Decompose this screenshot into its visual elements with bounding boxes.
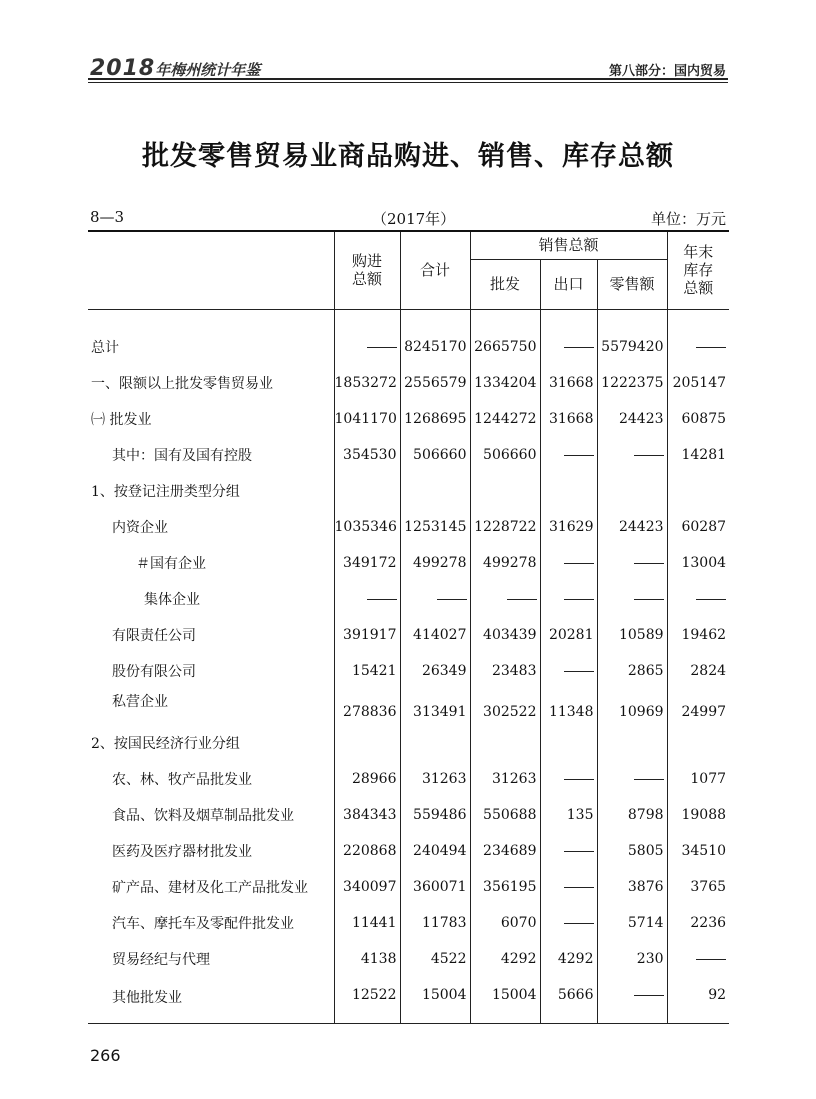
header-stock-label: 年末 库存 总额 — [683, 243, 714, 298]
cell-wholesale — [470, 581, 540, 617]
cell-export: 31668 — [540, 365, 597, 401]
cell-purchase: 1853272 — [334, 365, 400, 401]
row-label: 有限责任公司 — [112, 628, 196, 644]
cell-retail — [597, 725, 667, 761]
header-stock — [667, 231, 729, 309]
dash-mark — [696, 347, 726, 348]
cell-wholesale: 356195 — [470, 869, 540, 905]
row-label: ＃国有企业 — [136, 556, 206, 572]
row-label: 其他批发业 — [88, 977, 334, 1023]
table-row — [88, 653, 729, 689]
cell-sales-total: 31263 — [400, 761, 470, 797]
cell-export — [540, 761, 597, 797]
row-label: 集体企业 — [144, 592, 200, 608]
cell-sales-total: 1253145 — [400, 509, 470, 545]
page-title: 批发零售贸易业商品购进、销售、库存总额 — [142, 141, 674, 172]
cell-purchase — [334, 581, 400, 617]
cell-wholesale: 2665750 — [470, 329, 540, 365]
cell-purchase: 340097 — [334, 869, 400, 905]
cell-purchase: 15421 — [334, 653, 400, 689]
cell-stock: 2236 — [667, 905, 729, 941]
dash-mark — [696, 959, 726, 960]
header-year: 2018 — [90, 56, 156, 81]
row-label: 其中：国有及国有控股 — [112, 448, 252, 464]
cell-purchase: 391917 — [334, 617, 400, 653]
cell-purchase: 1041170 — [334, 401, 400, 437]
cell-export: 31668 — [540, 401, 597, 437]
cell-stock: 1077 — [667, 761, 729, 797]
cell-stock: 92 — [667, 977, 729, 1023]
cell-export — [540, 725, 597, 761]
cell-sales-total: 499278 — [400, 545, 470, 581]
cell-wholesale — [470, 725, 540, 761]
cell-wholesale: 1244272 — [470, 401, 540, 437]
row-label: 农、林、牧产品批发业 — [112, 772, 252, 788]
table-row — [88, 797, 729, 833]
dash-mark — [634, 599, 664, 600]
spacer-cell — [334, 309, 400, 329]
spacer-cell — [88, 309, 334, 329]
cell-retail — [597, 545, 667, 581]
table-row — [88, 869, 729, 905]
cell-wholesale: 403439 — [470, 617, 540, 653]
cell-stock: 13004 — [667, 545, 729, 581]
table-row — [88, 545, 729, 581]
cell-retail: 24423 — [597, 509, 667, 545]
table-unit: 单位：万元 — [650, 210, 726, 228]
header-export — [540, 259, 597, 309]
dash-mark — [564, 671, 594, 672]
cell-wholesale: 499278 — [470, 545, 540, 581]
cell-retail: 5805 — [597, 833, 667, 869]
cell-wholesale: 302522 — [470, 689, 540, 725]
row-label: 贸易经纪与代理 — [112, 952, 210, 968]
table-code: 8—3 — [90, 208, 125, 226]
cell-retail: 10589 — [597, 617, 667, 653]
header-purchase-label: 购进 总额 — [351, 252, 382, 289]
cell-purchase — [334, 473, 400, 509]
dash-mark — [564, 599, 594, 600]
row-label: ㈠ 批发业 — [91, 412, 152, 428]
cell-sales-total: 4522 — [400, 941, 470, 977]
table-row — [88, 689, 729, 725]
header-wholesale — [470, 259, 540, 309]
dash-mark — [564, 563, 594, 564]
cell-retail: 24423 — [597, 401, 667, 437]
table-row — [88, 581, 729, 617]
table-row — [88, 365, 729, 401]
page-number: 266 — [90, 1046, 121, 1065]
dash-mark — [634, 455, 664, 456]
cell-purchase: 11441 — [334, 905, 400, 941]
row-label: 1、按登记注册类型分组 — [91, 484, 240, 500]
cell-stock: 3765 — [667, 869, 729, 905]
cell-stock — [667, 725, 729, 761]
dash-mark — [634, 563, 664, 564]
cell-purchase: 349172 — [334, 545, 400, 581]
cell-retail — [597, 977, 667, 1023]
cell-wholesale: 15004 — [470, 977, 540, 1023]
dash-mark — [634, 995, 664, 996]
header-sales-group-label: 销售总额 — [538, 236, 599, 255]
table-row — [88, 509, 729, 545]
spacer-cell — [400, 309, 470, 329]
cell-purchase — [334, 725, 400, 761]
cell-export — [540, 905, 597, 941]
cell-wholesale: 23483 — [470, 653, 540, 689]
cell-stock: 19088 — [667, 797, 729, 833]
header-retail-label: 零售额 — [609, 275, 655, 293]
spacer-cell — [597, 309, 667, 329]
cell-wholesale: 1334204 — [470, 365, 540, 401]
cell-export — [540, 653, 597, 689]
cell-export: 20281 — [540, 617, 597, 653]
cell-purchase — [334, 329, 400, 365]
cell-sales-total: 8245170 — [400, 329, 470, 365]
cell-retail: 2865 — [597, 653, 667, 689]
table-header — [88, 231, 729, 309]
cell-purchase: 384343 — [334, 797, 400, 833]
cell-sales-total: 11783 — [400, 905, 470, 941]
table-body — [88, 309, 729, 1023]
header-purchase — [334, 231, 400, 309]
cell-export — [540, 833, 597, 869]
cell-retail — [597, 581, 667, 617]
table-year: （2017年） — [372, 210, 456, 228]
cell-export — [540, 437, 597, 473]
row-label: 矿产品、建材及化工产品批发业 — [112, 880, 308, 896]
cell-export — [540, 869, 597, 905]
cell-sales-total: 26349 — [400, 653, 470, 689]
cell-export: 31629 — [540, 509, 597, 545]
table-row — [88, 941, 729, 977]
cell-stock: 205147 — [667, 365, 729, 401]
cell-export: 5666 — [540, 977, 597, 1023]
cell-sales-total: 360071 — [400, 869, 470, 905]
table-row — [88, 761, 729, 797]
cell-stock — [667, 581, 729, 617]
dash-mark — [564, 779, 594, 780]
table-row — [88, 473, 729, 509]
cell-wholesale: 4292 — [470, 941, 540, 977]
header-total — [400, 231, 470, 309]
cell-stock: 60875 — [667, 401, 729, 437]
dash-mark — [564, 851, 594, 852]
cell-sales-total: 414027 — [400, 617, 470, 653]
cell-export — [540, 545, 597, 581]
table-row — [88, 617, 729, 653]
spacer-cell — [540, 309, 597, 329]
cell-stock: 60287 — [667, 509, 729, 545]
cell-stock — [667, 473, 729, 509]
header-total-label: 合计 — [419, 261, 450, 280]
dash-mark — [437, 599, 467, 600]
row-label: 食品、饮料及烟草制品批发业 — [112, 808, 294, 824]
row-label: 股份有限公司 — [112, 664, 196, 680]
cell-sales-total: 240494 — [400, 833, 470, 869]
statistics-table — [88, 230, 729, 1024]
row-label: 汽车、摩托车及零配件批发业 — [112, 916, 294, 932]
cell-sales-total: 1268695 — [400, 401, 470, 437]
cell-wholesale: 31263 — [470, 761, 540, 797]
cell-sales-total — [400, 725, 470, 761]
table-row — [88, 437, 729, 473]
table-row — [88, 401, 729, 437]
header-wholesale-label: 批发 — [489, 275, 520, 293]
dash-mark — [564, 455, 594, 456]
header-sales-group — [470, 231, 667, 259]
cell-retail: 1222375 — [597, 365, 667, 401]
cell-purchase: 220868 — [334, 833, 400, 869]
cell-stock: 2824 — [667, 653, 729, 689]
table-spacer-row — [88, 309, 729, 329]
cell-export: 4292 — [540, 941, 597, 977]
cell-retail — [597, 473, 667, 509]
row-label: 医药及医疗器材批发业 — [112, 844, 252, 860]
header-rule — [88, 78, 728, 80]
cell-purchase: 354530 — [334, 437, 400, 473]
dash-mark — [564, 887, 594, 888]
cell-wholesale: 234689 — [470, 833, 540, 869]
cell-export — [540, 473, 597, 509]
cell-retail: 230 — [597, 941, 667, 977]
cell-stock: 34510 — [667, 833, 729, 869]
cell-sales-total: 506660 — [400, 437, 470, 473]
cell-sales-total: 313491 — [400, 689, 470, 725]
cell-stock — [667, 329, 729, 365]
header-book: 年梅州统计年鉴 — [155, 61, 261, 79]
header-item-blank — [88, 231, 334, 309]
cell-retail — [597, 437, 667, 473]
cell-sales-total: 559486 — [400, 797, 470, 833]
cell-stock: 14281 — [667, 437, 729, 473]
cell-wholesale: 550688 — [470, 797, 540, 833]
cell-export — [540, 581, 597, 617]
header-retail — [597, 259, 667, 309]
dash-mark — [564, 347, 594, 348]
cell-wholesale: 506660 — [470, 437, 540, 473]
cell-retail: 8798 — [597, 797, 667, 833]
row-label: 一、限额以上批发零售贸易业 — [91, 376, 273, 392]
cell-export: 11348 — [540, 689, 597, 725]
cell-stock: 19462 — [667, 617, 729, 653]
dash-mark — [564, 923, 594, 924]
table-row — [88, 833, 729, 869]
section-header: 第八部分：国内贸易 — [608, 64, 726, 79]
cell-wholesale: 1228722 — [470, 509, 540, 545]
table-row — [88, 977, 729, 1023]
cell-wholesale — [470, 473, 540, 509]
cell-export — [540, 329, 597, 365]
cell-stock: 24997 — [667, 689, 729, 725]
dash-mark — [367, 599, 397, 600]
cell-purchase: 278836 — [334, 689, 400, 725]
cell-retail — [597, 761, 667, 797]
cell-sales-total: 15004 — [400, 977, 470, 1023]
header-rule-thin — [88, 82, 728, 83]
cell-sales-total: 2556579 — [400, 365, 470, 401]
cell-purchase: 12522 — [334, 977, 400, 1023]
header-export-label: 出口 — [553, 275, 584, 293]
row-label: 内资企业 — [112, 520, 168, 536]
row-label: 私营企业 — [112, 694, 168, 710]
row-label: 总计 — [91, 340, 119, 356]
cell-stock — [667, 941, 729, 977]
dash-mark — [367, 347, 397, 348]
cell-retail: 10969 — [597, 689, 667, 725]
dash-mark — [507, 599, 537, 600]
row-label: 2、按国民经济行业分组 — [91, 736, 240, 752]
cell-retail: 5579420 — [597, 329, 667, 365]
cell-wholesale: 6070 — [470, 905, 540, 941]
dash-mark — [634, 779, 664, 780]
spacer-cell — [470, 309, 540, 329]
cell-purchase: 28966 — [334, 761, 400, 797]
table-row — [88, 905, 729, 941]
table-row — [88, 329, 729, 365]
cell-retail: 5714 — [597, 905, 667, 941]
cell-export: 135 — [540, 797, 597, 833]
cell-sales-total — [400, 581, 470, 617]
table-row — [88, 725, 729, 761]
dash-mark — [696, 599, 726, 600]
cell-purchase: 1035346 — [334, 509, 400, 545]
cell-retail: 3876 — [597, 869, 667, 905]
cell-purchase: 4138 — [334, 941, 400, 977]
spacer-cell — [667, 309, 729, 329]
cell-sales-total — [400, 473, 470, 509]
